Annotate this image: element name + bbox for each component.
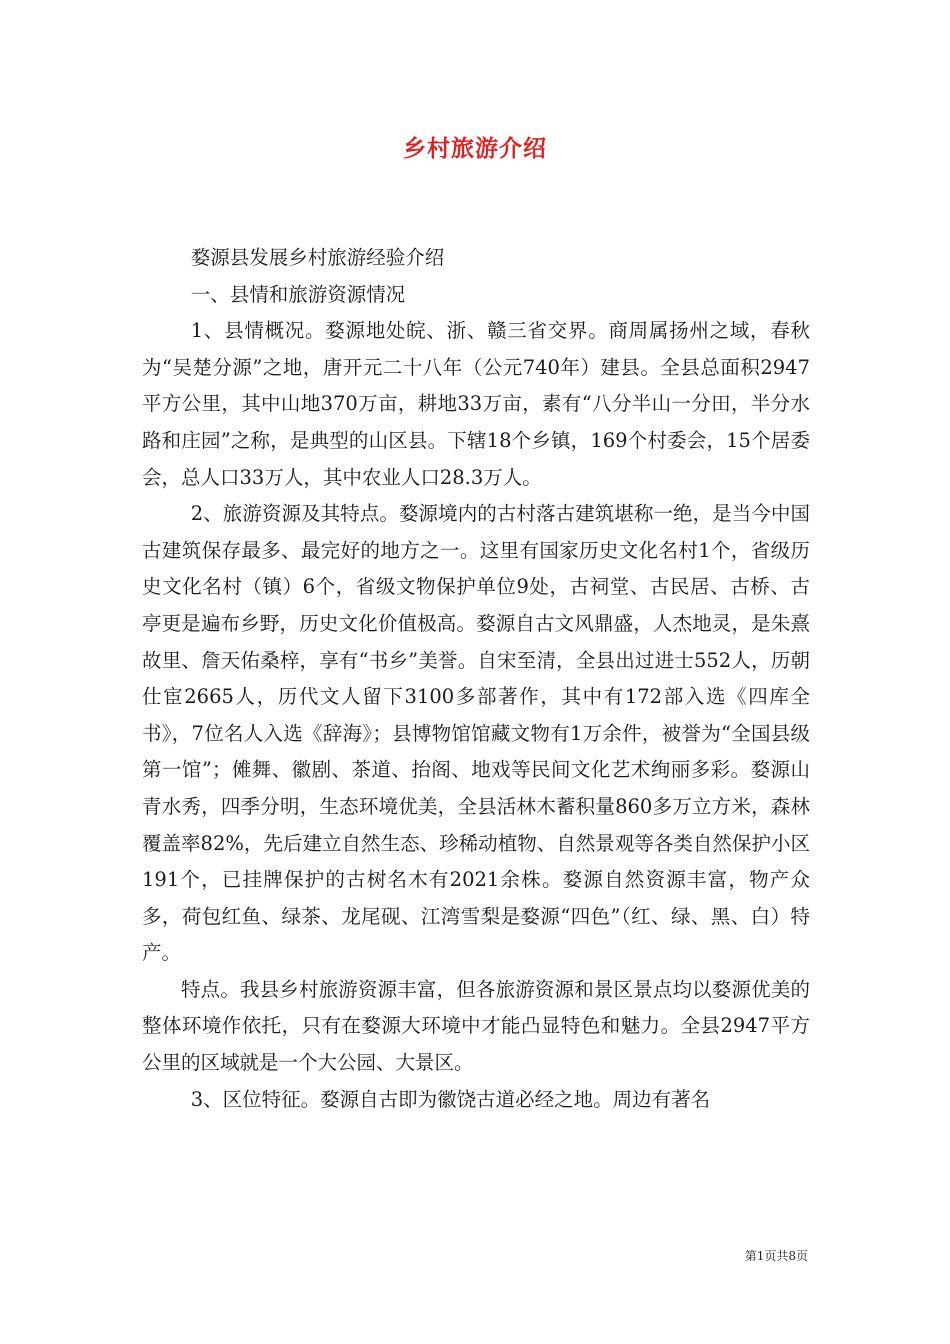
section-heading: 一、县情和旅游资源情况 xyxy=(190,282,406,306)
subtitle: 婺源县发展乡村旅游经验介绍 xyxy=(190,246,445,269)
paragraph-location: 3、区位特征。婺源自古即为徽饶古道必经之地。周边有著名 xyxy=(190,1087,711,1111)
paragraph-features: 特点。我县乡村旅游资源丰富，但各旅游资源和景区景点均以婺源优美的整体环境作依托，只有在婺源大环境中才能凸显特色和魅力。全县2947平方公里的区域就是一个大公园、大景区。 xyxy=(142,977,810,1075)
paragraph-tourism-resources: 2、旅游资源及其特点。婺源境内的古村落古建筑堪称一绝，是当今中国古建筑保存最多、最完好的地方之一。这里有国家历史文化名村1个，省级历史文化名村（镇）6个，省级文物保护单位9处，古祠堂、古民居、古桥、古亭更是遍布乡野，历史文化价值极高。婺源自古文风鼎盛，人杰地灵，是朱熹故里、詹天佑桑梓，享有“书乡”美誉。自宋至清，全县出过进士552人，历朝仕宦2665人，历代文人留下3100多部著作，其中有172部入选《四库全书》，7位名人入选《辞海》；县博物馆馆藏文物有1万余件，被誉为“全国县级第一馆”；傩舞、徽剧、茶道、抬阁、地戏等民间文化艺术绚丽多彩。婺源山青水秀，四季分明，生态环境优美，全县活林木蓄积量860多万立方米，森林覆盖率82%，先后建立自然生态、珍稀动植物、自然景观等各类自然保护小区191个，已挂牌保护的古树名木有2021余株。婺源自然资源丰富，物产众多，荷包红鱼、绿茶、龙尾砚、江湾雪梨是婺源“四色”（红、绿、黑、白）特产。 xyxy=(142,502,810,965)
document-title: 乡村旅游介绍 xyxy=(403,135,547,162)
paragraph-county-overview: 1、县情概况。婺源地处皖、浙、赣三省交界。商周属扬州之域，春秋为“吴楚分源”之地，唐开元二十八年（公元740年）建县。全县总面积2947平方公里，其中山地370万亩，耕地33万亩，素有“八分半山一分田，半分水路和庄园”之称，是典型的山区县。下辖18个乡镇，169个村委会，15个居委会，总人口33万人，其中农业人口28.3万人。 xyxy=(142,319,810,489)
page-number: 第1页共8页 xyxy=(744,1249,808,1263)
document-body xyxy=(142,240,810,1118)
